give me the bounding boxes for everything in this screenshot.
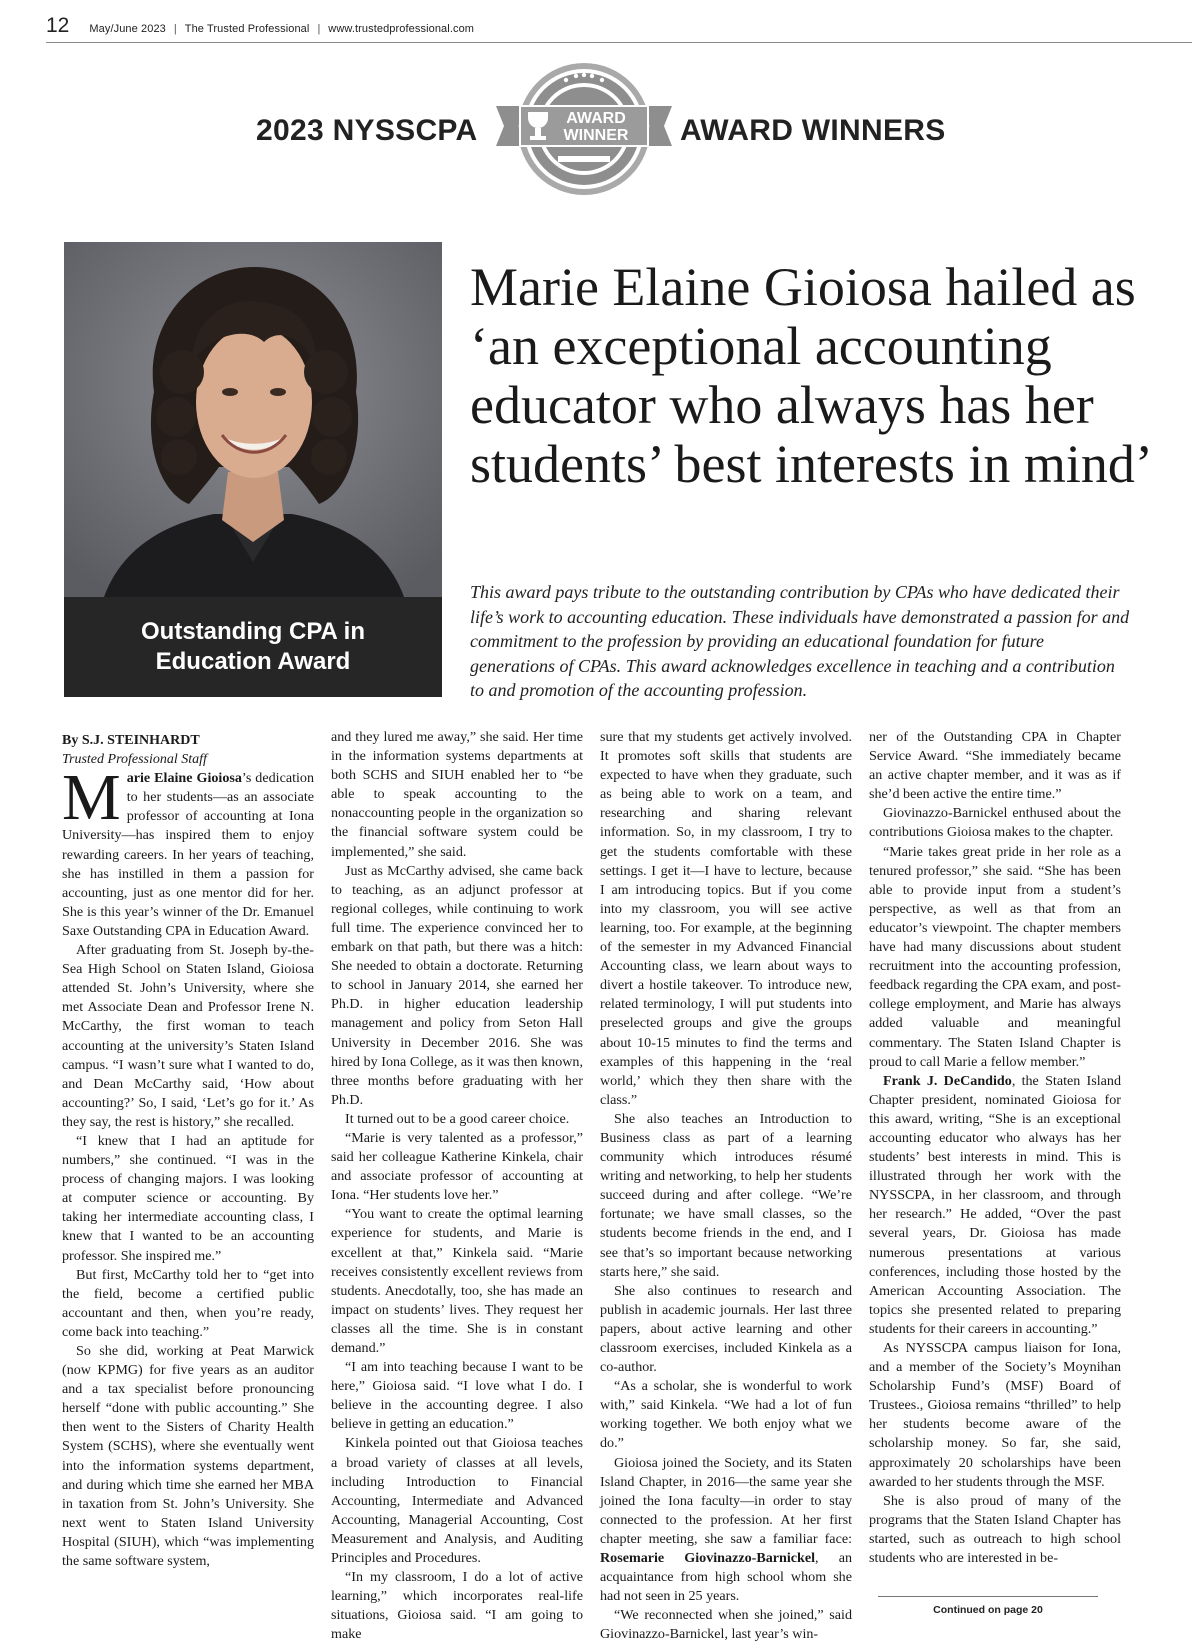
banner-right-text: AWARD WINNERS	[680, 114, 946, 147]
paragraph: “Marie takes great pride in her role as a tenured professor,” she said. “She has been able to provide input from a student’s perspective, as well as that from an educator’s viewpoint. The chapter members have had many discussions about student recruitment into the accounting profession, feedback regarding the CPA exam, and post-college employment, and Marie has always added valuable and meaningful commentary. The Staten Island Chapter is proud to call Marie a fellow member.”	[869, 843, 1121, 1070]
article-column-3	[600, 728, 852, 1645]
paragraph: It turned out to be a good career choice.	[345, 1110, 570, 1127]
paragraph-continued: ner of the Outstanding CPA in Chapter Service Award. “She immediately became an active chapter member, and it was as if she’d been active the entire time.”	[869, 729, 1121, 803]
bold-name: Rosemarie Giovinazzo-Barnickel	[600, 1550, 816, 1567]
continued-on-page-link[interactable]: Continued on page 20	[933, 1604, 1043, 1616]
paragraph: Kinkela pointed out that Gioiosa teaches a broad variety of classes at all levels, including Introduction to Financial Accounting, Intermediate and Advanced Accounting, Managerial Accounting, Cost Measurement and Analysis, and Auditing Principles and Procedures.	[331, 1435, 583, 1567]
paragraph-text: , the Staten Island Chapter president, nominated Gioiosa for this award, writing, “She is an exceptional accounting educator who always has her students’ best interests in mind. This is illustrated through her work with the NYSSCPA, in her classroom, and through her research.” He added, “Over the past several years, Dr. Gioiosa has made numerous presentations at various conferences, including those hosted by the American Accounting Association. The topics she presented related to preparing students for their careers in accounting.”	[869, 1072, 1121, 1337]
paragraph: Giovinazzo-Barnickel enthused about the contributions Gioiosa makes to the chapter.	[869, 805, 1121, 841]
paragraph-continued: and they lured me away,” she said. Her time in the information systems departments at both SCHS and SIUH enabled her to “be able to speak accounting to the nonaccounting people in the organization so the financial software system could be implemented,” she said.	[331, 729, 583, 860]
paragraph-with-name	[869, 1072, 1121, 1339]
folio	[46, 14, 474, 38]
photo-caption-box	[64, 597, 442, 697]
lede-name: arie Elaine Gioiosa	[126, 770, 242, 787]
paragraph: “Marie is very talented as a professor,” said her colleague Katherine Kinkela, chair and associate professor of accounting at Iona. “Her students love her.”	[331, 1129, 583, 1204]
award-winner-badge	[496, 58, 672, 200]
paragraph: As NYSSCPA campus liaison for Iona, and a member of the Society’s Moynihan Scholarship Fund’s (MSF) Board of Trustees., Gioiosa remains “thrilled” to help her students become aware of the scholarship money. So far, she said, approximately 20 scholarships have been awarded to her students through the MSF.	[869, 1340, 1121, 1490]
paragraph: So she did, working at Peat Marwick (now KPMG) for five years as an auditor and a tax specialist before pronouncing herself “done with public accounting.” She then went to the Sisters of Charity Health System (SCHS), where she eventually went into the information systems department, and during which time she earned her MBA in taxation from St. John’s University. She next went to Staten Island University Hospital (SIUH), which “was implementing the same software system,	[62, 1343, 314, 1570]
paragraph: “We reconnected when she joined,” said Giovinazzo-Barnickel, last year’s win-	[600, 1607, 852, 1643]
paragraph-text: , an acquaintance from high school whom she had not seen in 25 years.	[600, 1550, 852, 1605]
paragraph: “As a scholar, she is wonderful to work with,” said Kinkela. “We had a lot of fun working together. We both enjoy what we do.”	[600, 1378, 852, 1452]
paragraph: “In my classroom, I do a lot of active learning,” which incorporates real-life situations, Gioiosa said. “I am going to make	[331, 1569, 583, 1643]
article-deck: This award pays tribute to the outstanding contribution by CPAs who have dedicated their life’s work to accounting education. These individuals have demonstrated a passion for and commitment to the profession by providing an educational foundation for future generations of CPAs. This award acknowledges excellence in teaching and a contribution to and promotion of the accounting profession.	[470, 582, 1130, 700]
paragraph-text: Gioiosa joined the Society, and its Staten Island Chapter, in 2016—the same year she joined the Iona faculty—in order to stay connected to the profession. At her first chapter meeting, she saw a familiar face:	[600, 1454, 852, 1547]
paragraph: “You want to create the optimal learning experience for students, and Marie is excellent at that,” Kinkela said. “Marie receives consistently excellent reviews from students. Anecdotally, too, she has made an impact on students’ lives. They request her classes all the time. She is in constant demand.”	[331, 1206, 583, 1356]
paragraph: But first, McCarthy told her to “get into the field, become a certified public accountant and then, when you’re ready, come back into teaching.”	[62, 1266, 314, 1340]
article-headline: Marie Elaine Gioiosa hailed as ‘an exceptional accounting educator who always has her students’ best interests in mind’	[470, 257, 1153, 494]
photo-caption: Outstanding CPA in Education Award	[141, 618, 365, 675]
lede-text: ’s dedication to her students—as an associate professor of accounting at Iona University—has inspired them to enjoy rewarding careers. In her years of teaching, she has instilled in them a passion for accounting, just as one mentor did for her. She is this year’s winner of the Dr. Emanuel Saxe Outstanding CPA in Education Award.	[62, 770, 315, 939]
paragraph-with-name	[600, 1454, 852, 1607]
paragraph: After graduating from St. Joseph by-the-Sea High School on Staten Island, Gioiosa attended St. John’s University, where she met Associate Dean and Professor Irene N. McCarthy, the first woman to teach accounting at the university’s Staten Island campus. “I wasn’t sure what I wanted to do, and Dean McCarthy said, ‘How about accounting?’ So, I said, ‘Let’s go for it.’ As they say, the rest is history,” she recalled.	[62, 942, 314, 1130]
website-link[interactable]: www.trustedprofessional.com	[328, 23, 475, 35]
badge-bottom-bar	[558, 156, 610, 162]
byline-author: By S.J. STEINHARDT	[62, 733, 200, 748]
paragraph: Just as McCarthy advised, she came back to teaching, as an adjunct professor at regional colleges, while continuing to work full time. The experience convinced her to embark on that path, but there was a hitch: She needed to obtain a doctorate. Returning to school in January 2014, she earned her Ph.D. in higher education leadership management and policy from Seton Hall University in December 2016. She was hired by Iona College, as it was then known, three months before graduating with her Ph.D.	[331, 862, 583, 1108]
article-column-1	[62, 731, 314, 1571]
paragraph: “I knew that I had an aptitude for numbers,” she continued. “I was in the process of changing majors. I was looking at computer science or accounting. By taking her intermediate accounting class, I knew that I wanted to be an accounting professor. She inspired me.”	[62, 1132, 314, 1264]
continued-rule	[878, 1596, 1098, 1597]
folio-separator: |	[173, 23, 177, 35]
issue-date: May/June 2023	[89, 23, 166, 35]
publication-name: The Trusted Professional	[184, 23, 310, 35]
portrait-illustration	[64, 242, 442, 597]
portrait-photo	[64, 242, 442, 597]
paragraph: She also continues to research and publish in academic journals. Her last three papers, about active learning and other classroom exercises, included Kinkela as a co-author.	[600, 1282, 852, 1376]
paragraph: She also teaches an Introduction to Business class as part of a learning community which introduces résumé writing and networking, to help her students succeed during and after college. “We’re fortunate; we have small classes, so the students become friends in the end, and I see that’s so important because networking starts here,” she said.	[600, 1110, 852, 1280]
banner-left-text: 2023 NYSSCPA	[256, 114, 478, 147]
badge-line2: WINNER	[563, 127, 629, 144]
bold-name: Frank J. DeCandido	[883, 1072, 1012, 1089]
drop-cap: M	[62, 761, 121, 835]
byline-role: Trusted Professional Staff	[62, 752, 207, 768]
article-column-4	[869, 728, 1121, 1568]
badge-line1: AWARD	[566, 110, 626, 127]
page-number: 12	[46, 14, 70, 37]
paragraph-continued: sure that my students get actively involved. It promotes soft skills that students are expected to have when they graduate, such as being able to work on a team, and researching and sharing relevant information. So, in my classroom, I try to get the students comfortable with these settings. I get it—I have to lecture, because I am introducing topics. But if you come into my classroom, you will see active learning, too. For example, at the beginning of the semester in my Advanced Financial Accounting class, we learn about ways to divert a hostile takeover. To introduce new, related terminology, I will put students into preselected groups and give the groups about 10-15 minutes to find the terms and examples of this happening in the ‘real world,’ which they then share with the class.”	[600, 729, 852, 1108]
top-rule	[46, 42, 1192, 43]
folio-separator: |	[317, 23, 321, 35]
paragraph: She is also proud of many of the programs that the Staten Island Chapter has started, such as outreach to high school students who are interested in be-	[869, 1492, 1121, 1567]
article-column-2	[331, 728, 583, 1645]
lede-paragraph	[62, 761, 315, 941]
paragraph: “I am into teaching because I want to be here,” Gioiosa said. “I love what I do. I believe in the accounting degree. I also believe in getting an education.”	[331, 1359, 583, 1433]
